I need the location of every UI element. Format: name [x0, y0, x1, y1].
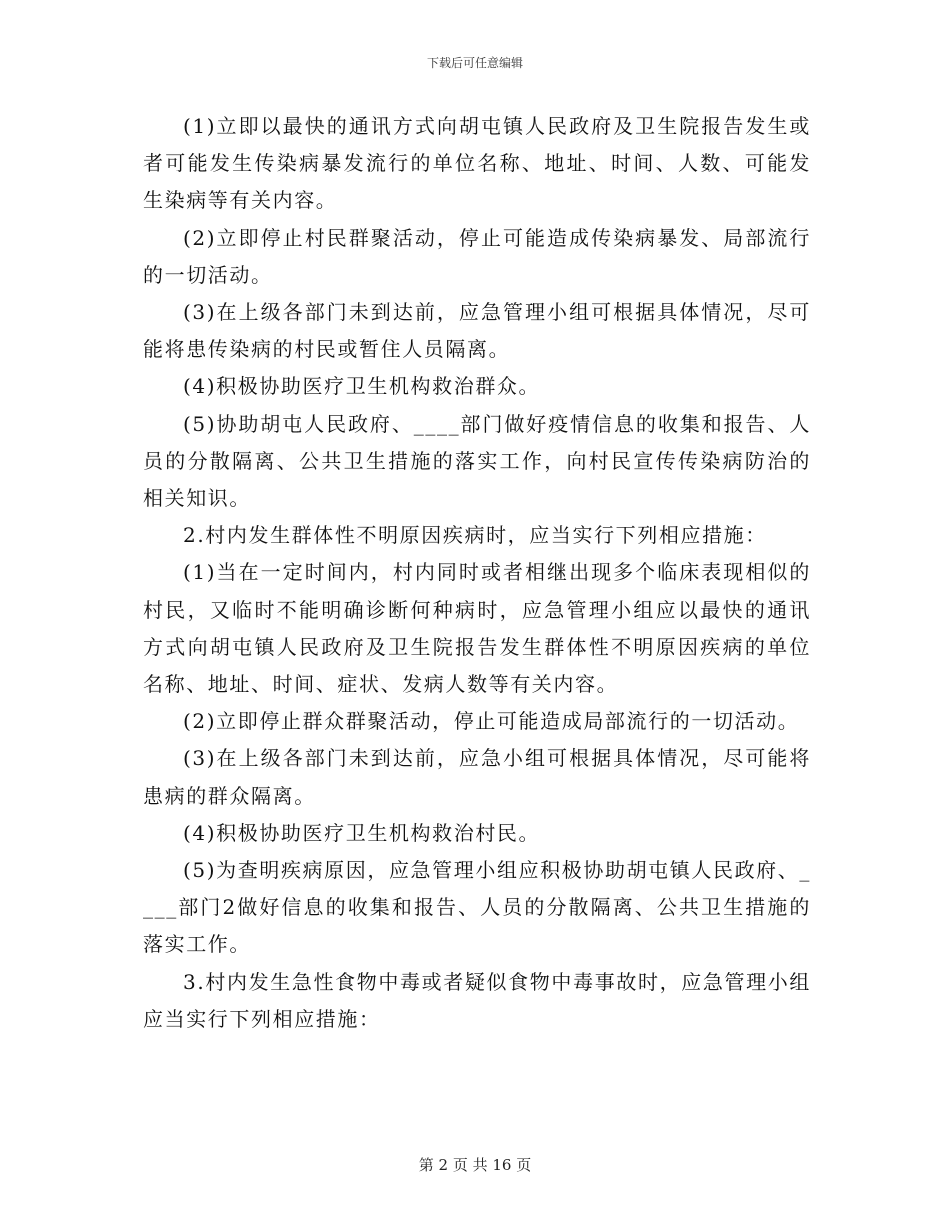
page-footer: 第 2 页 共 16 页	[418, 1156, 532, 1174]
section-heading: 2.村内发生群体性不明原因疾病时，应当实行下列相应措施：	[183, 523, 767, 548]
document-body	[143, 108, 811, 1038]
paragraph: (2)立即停止村民群聚活动，停止可能造成传染病暴发、局部流行的一切活动。	[143, 225, 811, 287]
paragraph: (5)为查明疾病原因，应急管理小组应积极协助胡屯镇人民政府、____部门2做好信息的收集和报告、人员的分散隔离、公共卫生措施的落实工作。	[143, 858, 811, 957]
paragraph: (1)当在一定时间内，村内同时或者相继出现多个临床表现相似的村民，又临时不能明确诊断何种病时，应急管理小组应以最快的通讯方式向胡屯镇人民政府及卫生院报告发生群体性不明原因疾病的单位名称、地址、时间、症状、发病人数等有关内容。	[143, 560, 811, 697]
paragraph: (2)立即停止群众群聚活动，停止可能造成局部流行的一切活动。	[183, 709, 800, 734]
paragraph: (4)积极协助医疗卫生机构救治群众。	[183, 374, 541, 399]
paragraph: (1)立即以最快的通讯方式向胡屯镇人民政府及卫生院报告发生或者可能发生传染病暴发流行的单位名称、地址、时间、人数、可能发生染病等有关内容。	[143, 114, 811, 213]
paragraph: (3)在上级各部门未到达前，应急小组可根据具体情况，尽可能将患病的群众隔离。	[143, 746, 811, 808]
section-heading: 3.村内发生急性食物中毒或者疑似食物中毒事故时，应急管理小组应当实行下列相应措施：	[143, 969, 811, 1031]
paragraph: (5)协助胡屯人民政府、____部门做好疫情信息的收集和报告、人员的分散隔离、公共卫生措施的落实工作，向村民宣传传染病防治的相关知识。	[143, 411, 811, 511]
paragraph: (4)积极协助医疗卫生机构救治村民。	[183, 820, 541, 845]
paragraph: (3)在上级各部门未到达前，应急管理小组可根据具体情况，尽可能将患传染病的村民或暂住人员隔离。	[143, 300, 811, 362]
page-header: 下载后可任意编辑	[426, 56, 523, 70]
